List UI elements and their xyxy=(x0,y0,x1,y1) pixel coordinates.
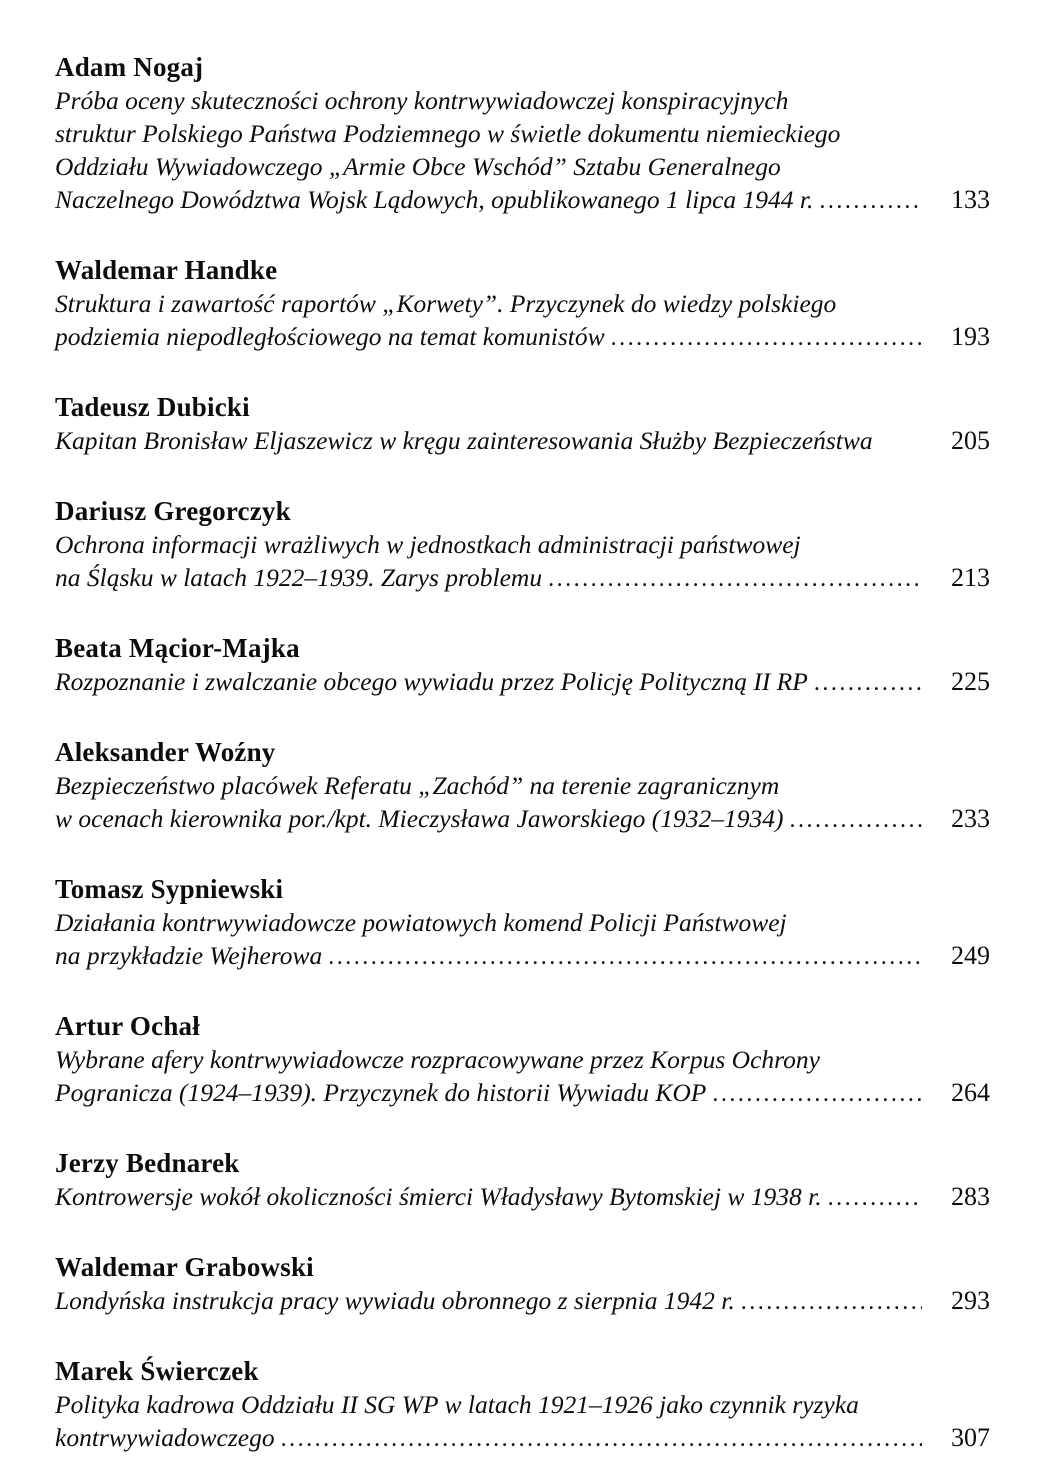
toc-entry xyxy=(55,1354,990,1456)
toc-entry-title-line xyxy=(55,1284,990,1319)
page-number: 193 xyxy=(951,322,990,351)
toc-entry-title-line xyxy=(55,561,990,596)
toc-entry-title-text: w ocenach kierownika por./kpt. Mieczysława Jaworskiego (1932–1934) xyxy=(55,804,784,833)
toc-entry-title-text: Londyńska instrukcja pracy wywiadu obronnego z sierpnia 1942 r. xyxy=(55,1286,735,1315)
toc-entry-author: Tadeusz Dubicki xyxy=(55,392,250,422)
toc-entry-title-text: Naczelnego Dowództwa Wojsk Lądowych, opublikowanego 1 lipca 1944 r. xyxy=(55,185,814,214)
toc-entry-title-line xyxy=(55,939,990,974)
toc-entry-author: Artur Ochał xyxy=(55,1011,200,1041)
toc-entry-title-line: Wybrane afery kontrwywiadowcze rozpracowywane przez Korpus Ochrony xyxy=(55,1045,820,1074)
toc-entry-title-line: Oddziału Wywiadowczego „Armie Obce Wschód” Sztabu Generalnego xyxy=(55,152,781,181)
page-number: 293 xyxy=(951,1286,990,1315)
toc-entry-title-text: Pogranicza (1924–1939). Przyczynek do historii Wywiadu KOP xyxy=(55,1078,707,1107)
toc-entry-author: Jerzy Bednarek xyxy=(55,1148,240,1178)
dot-leader xyxy=(712,1078,922,1111)
toc-entry xyxy=(55,494,990,596)
dot-leader xyxy=(828,1182,922,1215)
toc-entry-title-text: podziemia niepodległościowego na temat komunistów xyxy=(55,322,605,351)
dot-leader xyxy=(814,667,922,700)
toc-entry-author: Marek Świerczek xyxy=(55,1356,259,1386)
page-number: 205 xyxy=(951,426,990,455)
toc-entry-title-text: Kapitan Bronisław Eljaszewicz w kręgu zainteresowania Służby Bezpieczeństwa xyxy=(55,426,873,455)
page-number: 264 xyxy=(951,1078,990,1107)
page-number: 307 xyxy=(951,1423,990,1452)
toc-entry-title-line: Polityka kadrowa Oddziału II SG WP w latach 1921–1926 jako czynnik ryzyka xyxy=(55,1390,859,1419)
toc-entry xyxy=(55,253,990,355)
page-number: 133 xyxy=(951,185,990,214)
toc-entry-title-line xyxy=(55,1076,990,1111)
toc-entry-title-line: Ochrona informacji wrażliwych w jednostkach administracji państwowej xyxy=(55,530,801,559)
toc-entry xyxy=(55,631,990,700)
dot-leader xyxy=(328,941,922,974)
dot-leader xyxy=(548,563,922,596)
toc-entry-title-line: Bezpieczeństwo placówek Referatu „Zachód” na terenie zagranicznym xyxy=(55,771,780,800)
toc-entry-title-line xyxy=(55,1180,990,1215)
toc-entry-title-line xyxy=(55,320,990,355)
toc-entry-author: Waldemar Grabowski xyxy=(55,1252,314,1282)
toc-entry xyxy=(55,50,990,218)
toc-entry-author: Beata Mącior-Majka xyxy=(55,633,300,663)
page-number: 225 xyxy=(951,667,990,696)
toc-entry-title-line xyxy=(55,183,990,218)
dot-leader xyxy=(281,1423,922,1456)
toc-entry-title-line xyxy=(55,1421,990,1456)
page-number: 213 xyxy=(951,563,990,592)
toc-entry-author: Adam Nogaj xyxy=(55,52,204,82)
toc-entry-author: Waldemar Handke xyxy=(55,255,278,285)
dot-leader xyxy=(790,804,922,837)
toc-entry-title-line: Próba oceny skuteczności ochrony kontrwywiadowczej konspiracyjnych xyxy=(55,86,789,115)
toc-entry xyxy=(55,390,990,459)
toc-entry-title-line xyxy=(55,802,990,837)
toc-entry-title-text: na Śląsku w latach 1922–1939. Zarys problemu xyxy=(55,563,543,592)
toc-entry-title-text: Kontrowersje wokół okoliczności śmierci Władysławy Bytomskiej w 1938 r. xyxy=(55,1182,822,1211)
toc-entry xyxy=(55,1250,990,1319)
toc-entry-author: Tomasz Sypniewski xyxy=(55,874,284,904)
toc-entry-title-line xyxy=(55,665,990,700)
toc-entry-title-text: kontrwywiadowczego xyxy=(55,1423,275,1452)
toc-entry xyxy=(55,1146,990,1215)
page-number: 249 xyxy=(951,941,990,970)
toc-entry xyxy=(55,735,990,837)
toc-entry-title-text: na przykładzie Wejherowa xyxy=(55,941,323,970)
page-number: 283 xyxy=(951,1182,990,1211)
toc-entry-title-text: Rozpoznanie i zwalczanie obcego wywiadu przez Policję Polityczną II RP xyxy=(55,667,808,696)
page-number: 233 xyxy=(951,804,990,833)
toc-entry-title-line xyxy=(55,424,990,459)
toc-entry xyxy=(55,872,990,974)
toc-entry-author: Aleksander Woźny xyxy=(55,737,276,767)
toc-entry-author: Dariusz Gregorczyk xyxy=(55,496,291,526)
toc-entry-title-line: Działania kontrwywiadowcze powiatowych komend Policji Państwowej xyxy=(55,908,787,937)
toc-entry-title-line: Struktura i zawartość raportów „Korwety”. Przyczynek do wiedzy polskiego xyxy=(55,289,837,318)
toc-entry-title-line: struktur Polskiego Państwa Podziemnego w świetle dokumentu niemieckiego xyxy=(55,119,841,148)
dot-leader xyxy=(741,1286,922,1319)
dot-leader xyxy=(611,322,922,355)
dot-leader xyxy=(819,185,922,218)
toc-entry xyxy=(55,1009,990,1111)
